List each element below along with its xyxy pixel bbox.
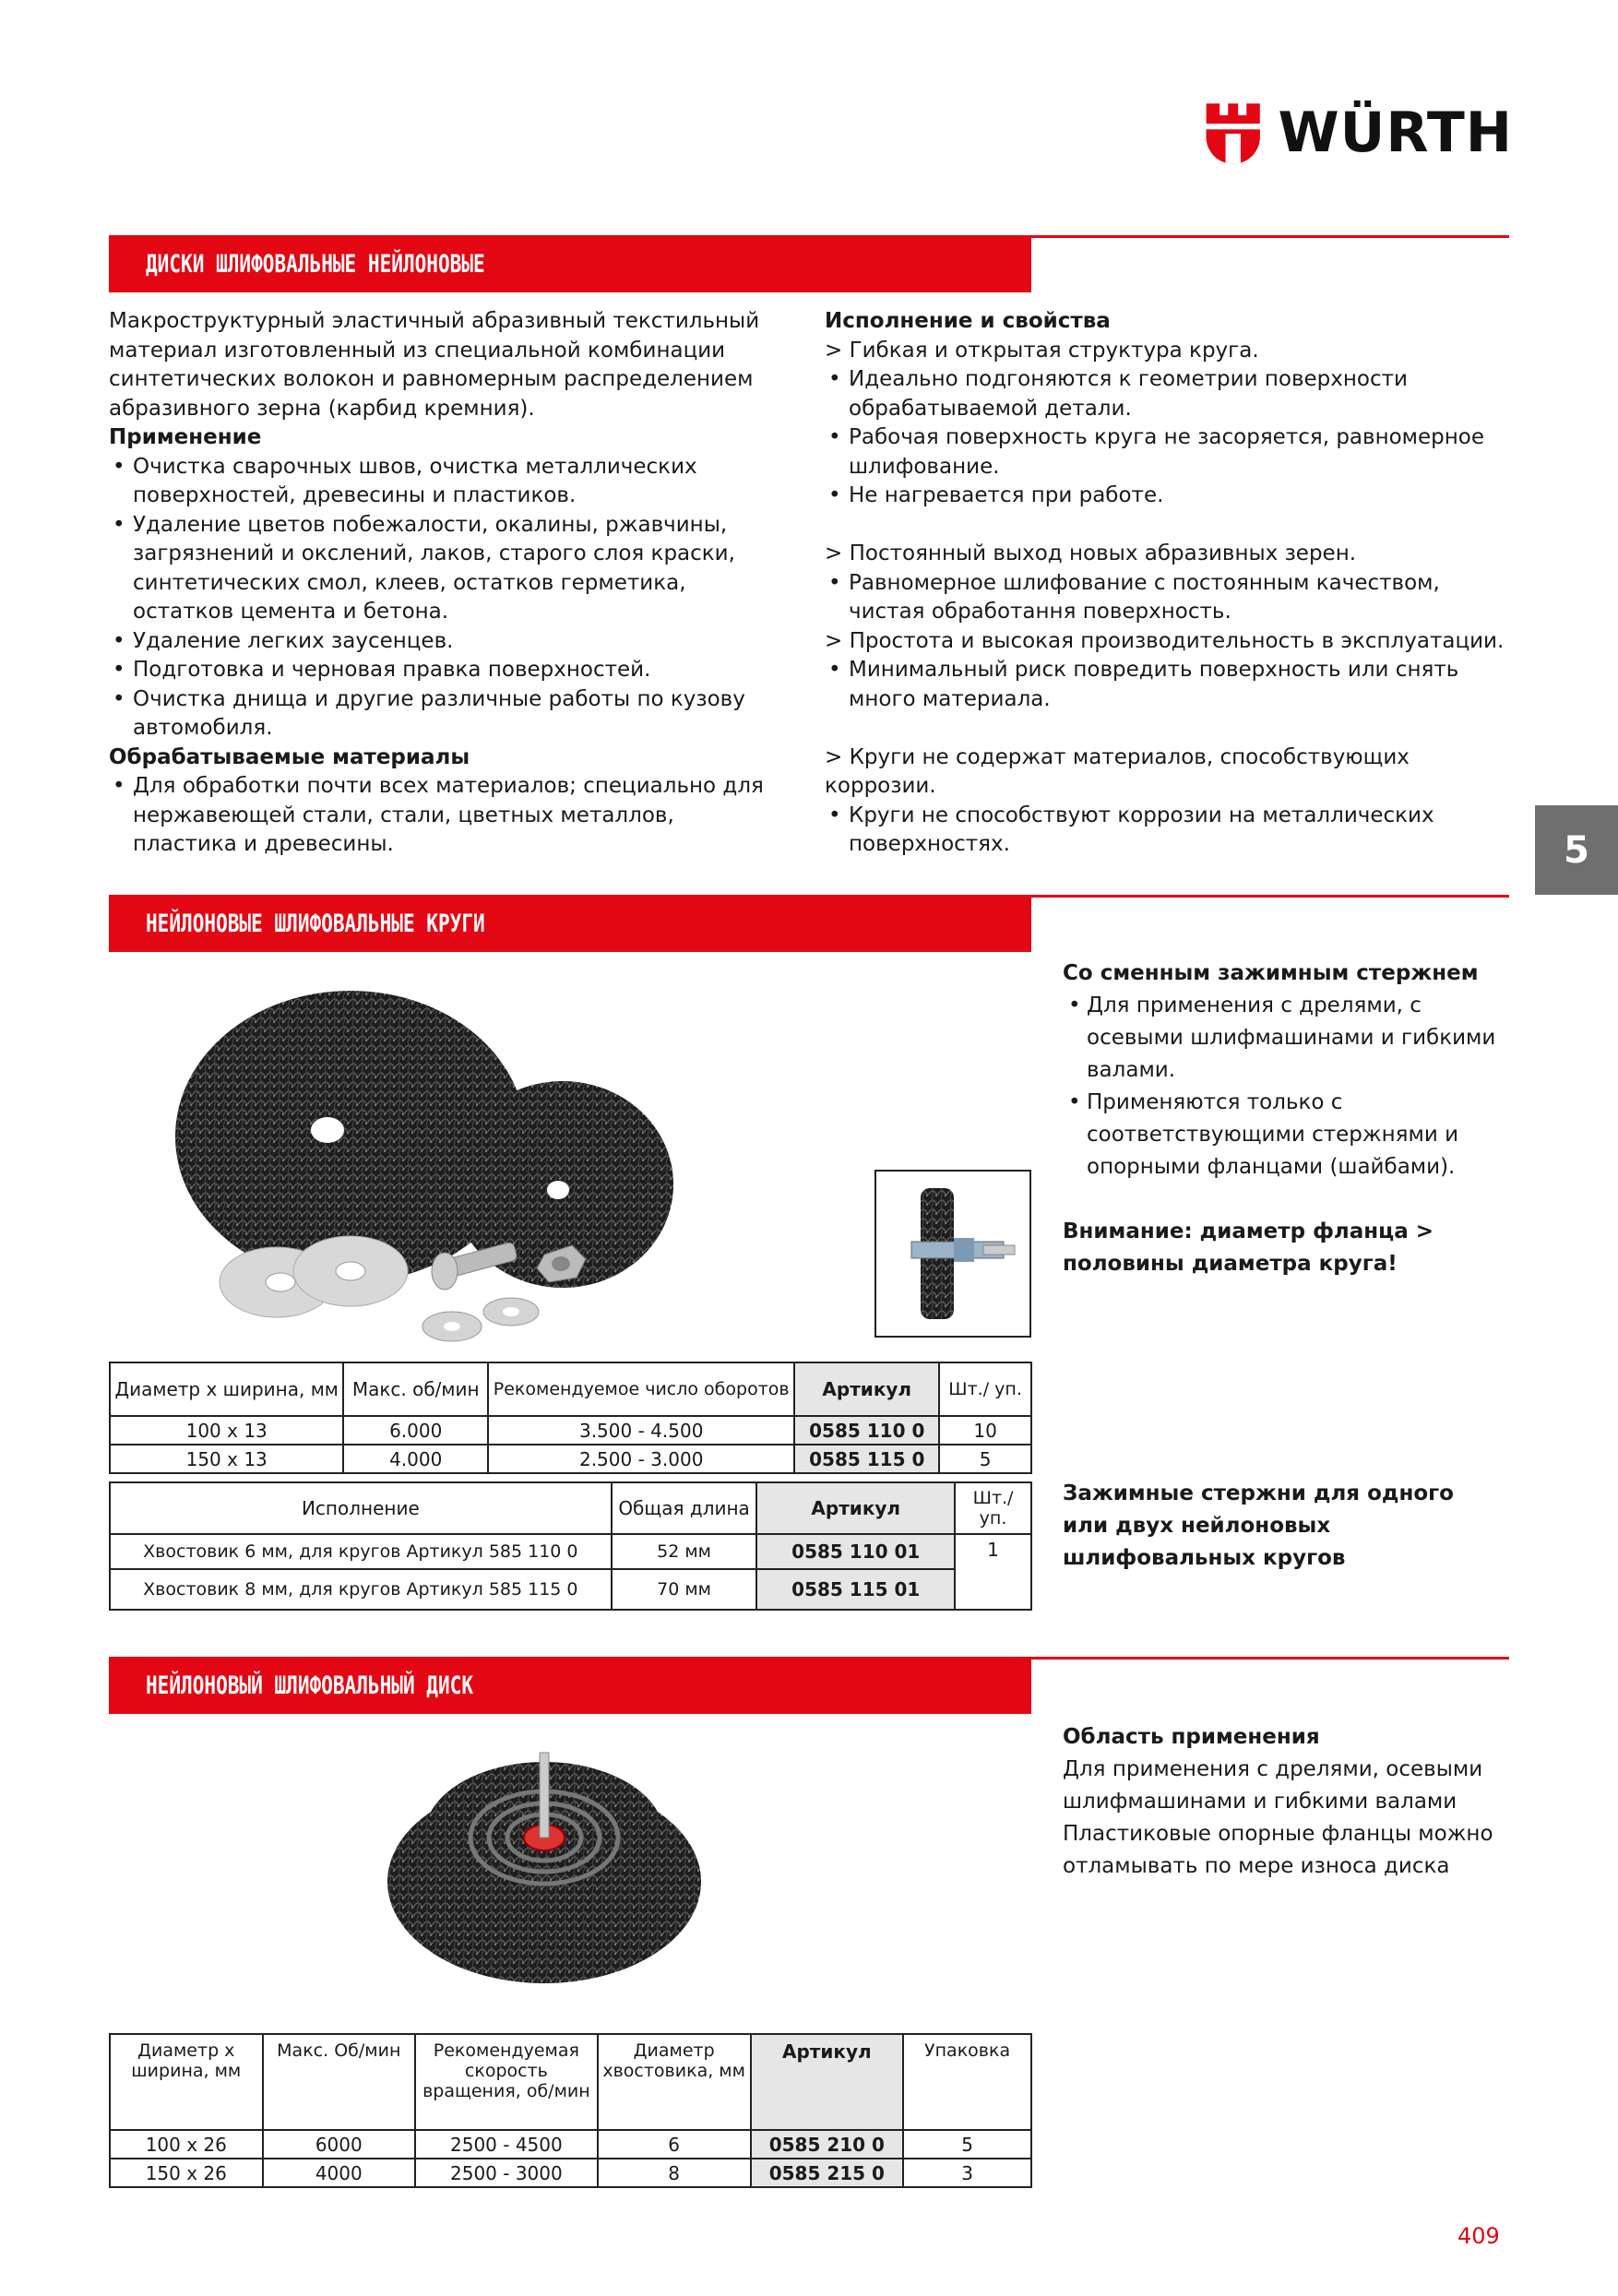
list-item: • Для обработки почти всех материалов; специально для нержавеющей стали, стали, цветных металлов, пластика и древесины. [109, 772, 778, 860]
list-item: • Рабочая поверхность круга не засоряется, равномерное шлифование. [825, 423, 1507, 482]
list-item: • Равномерное шлифование с постоянным качеством, чистая обработання поверхность. [825, 569, 1507, 627]
wurth-logo [1203, 96, 1513, 170]
nylon-wheels-photo [166, 978, 756, 1356]
article-cell: 0585 115 01 [756, 1569, 955, 1610]
arbors-caption [1063, 1478, 1505, 1575]
property-group-title: > Постоянный выход новых абразивных зерен. [825, 541, 1357, 565]
arbors-caption-text: Зажимные стержни для одного или двух нейлоновых шлифовальных кругов [1063, 1481, 1454, 1570]
chapter-tab: 5 [1535, 805, 1618, 895]
table-row [110, 1569, 1031, 1610]
table-header: Диаметр х ширина, мм [110, 2034, 263, 2130]
header-bar [109, 1657, 1031, 1714]
disc-spec-table [109, 2033, 1032, 2188]
page-number: 409 [1457, 2223, 1500, 2249]
list-item: • Минимальный риск повредить поверхность или снять много материала. [825, 656, 1507, 714]
table-row [110, 1445, 1031, 1473]
property-list [825, 802, 1507, 860]
wurth-logo-icon [1203, 99, 1263, 167]
list-item: • Идеально подгоняются к геометрии поверхности обрабатываемой детали. [825, 365, 1507, 423]
section1-left-column [109, 307, 778, 860]
disc-info-line: Для применения с дрелями, осевыми шлифмашинами и гибкими валами [1063, 1757, 1483, 1814]
property-group-title: > Простота и высокая производительность в эксплуатации. [825, 628, 1505, 653]
arbors-spec-table [109, 1481, 1032, 1611]
spacer [825, 511, 1507, 541]
table-cell: 8 [598, 2159, 751, 2187]
table-header: Общая длина [612, 1482, 757, 1534]
disc-info-line: Пластиковые опорные фланцы можно отламывать по мере износа диска [1063, 1822, 1493, 1878]
section-header-nylon-disc [109, 1657, 1509, 1714]
article-cell: 0585 115 0 [794, 1445, 939, 1473]
list-item: • Очистка днища и другие различные работы по кузову автомобиля. [109, 685, 778, 744]
spacer [825, 714, 1507, 744]
table-cell: 150 x 13 [110, 1445, 343, 1473]
table-cell: 2500 - 4500 [415, 2130, 598, 2159]
disc-info-heading: Область применения [1063, 1725, 1320, 1749]
table-header: Упаковка [903, 2034, 1031, 2130]
table-row [110, 2130, 1031, 2159]
wheel-on-arbor-inset [874, 1170, 1031, 1338]
article-cell: 0585 215 0 [751, 2159, 904, 2187]
list-item: • Круги не способствуют коррозии на металлических поверхностях. [825, 802, 1507, 860]
property-group-title: > Круги не содержат материалов, способствующих коррозии. [825, 744, 1410, 798]
table-cell: 3 [903, 2159, 1031, 2187]
list-item: • Подготовка и черновая правка поверхностей. [109, 656, 778, 685]
table-row [110, 1534, 1031, 1569]
table-header: Диаметр хвостовика, мм [598, 2034, 751, 2130]
section-title: ДИСКИ ШЛИФОВАЛЬНЫЕ НЕЙЛОНОВЫЕ [146, 250, 485, 279]
table-header: Шт./ уп. [955, 1482, 1031, 1534]
section-header-nylon-discs [109, 235, 1509, 292]
table-cell: 100 x 13 [110, 1416, 343, 1445]
section1-right-column [825, 307, 1507, 860]
section-header-nylon-wheels [109, 895, 1509, 952]
spacer [1063, 1184, 1515, 1216]
section-title: НЕЙЛОНОВЫЙ ШЛИФОВАЛЬНЫЙ ДИСК [146, 1671, 474, 1700]
table-cell: 6 [598, 2130, 751, 2159]
table-cell: 100 x 26 [110, 2130, 263, 2159]
table-cell: 3.500 - 4.500 [488, 1416, 794, 1445]
table-header: Рекомендуемое число оборотов [488, 1362, 794, 1416]
flange-warning: Внимание: диаметр фланца > половины диаметра круга! [1063, 1219, 1434, 1276]
wheels-info [1063, 958, 1515, 1280]
table-header: Диаметр х ширина, мм [110, 1362, 343, 1416]
table-cell: 70 мм [612, 1569, 757, 1610]
list-item: • Очистка сварочных швов, очистка металлических поверхностей, древесины и пластиков. [109, 453, 778, 511]
table-cell: 4000 [263, 2159, 415, 2187]
table-cell: 150 x 26 [110, 2159, 263, 2187]
table-header: Артикул [751, 2034, 904, 2130]
property-list [825, 365, 1507, 511]
wheels-info-list [1063, 990, 1515, 1184]
article-cell: 0585 210 0 [751, 2130, 904, 2159]
table-row [110, 1416, 1031, 1445]
application-list [109, 453, 778, 744]
property-list [825, 569, 1507, 627]
list-item: • Удаление легких заусенцев. [109, 627, 778, 657]
table-header: Исполнение [110, 1482, 612, 1534]
table-cell: Хвостовик 6 мм, для кругов Артикул 585 110 0 [110, 1534, 612, 1569]
logo-text: WÜRTH [1278, 101, 1513, 165]
property-list [825, 656, 1507, 714]
qty-cell: 1 [955, 1534, 1031, 1610]
table-cell: Хвостовик 8 мм, для кругов Артикул 585 115 0 [110, 1569, 612, 1610]
table-cell: 6.000 [343, 1416, 488, 1445]
table-header: Артикул [756, 1482, 955, 1534]
properties-heading: Исполнение и свойства [825, 309, 1111, 333]
table-cell: 4.000 [343, 1445, 488, 1473]
table-header: Шт./ уп. [939, 1362, 1031, 1416]
header-rule [1031, 895, 1509, 898]
materials-list [109, 772, 778, 860]
table-header: Артикул [794, 1362, 939, 1416]
list-item: • Для применения с дрелями, с осевыми шлифмашинами и гибкими валами. [1063, 990, 1515, 1087]
property-group-title: > Гибкая и открытая структура круга. [825, 338, 1259, 363]
table-cell: 5 [939, 1445, 1031, 1473]
table-row [110, 2159, 1031, 2187]
list-item: • Применяются только с соответствующими стержнями и опорными фланцами (шайбами). [1063, 1087, 1515, 1184]
table-cell: 6000 [263, 2130, 415, 2159]
article-cell: 0585 110 0 [794, 1416, 939, 1445]
header-bar [109, 235, 1031, 292]
table-cell: 52 мм [612, 1534, 757, 1569]
materials-heading: Обрабатываемые материалы [109, 744, 470, 769]
header-rule [1031, 235, 1509, 238]
list-item: • Удаление цветов побежалости, окалины, ржавчины, загрязнений и окслений, лаков, старого слоя краски, синтетических смол, клеев, остатков герметика, остатков цемента и бетона. [109, 511, 778, 627]
table-cell: 2.500 - 3.000 [488, 1445, 794, 1473]
application-heading: Применение [109, 425, 262, 449]
table-header: Рекомендуемая скорость вращения, об/мин [415, 2034, 598, 2130]
wheels-info-heading: Со сменным зажимным стержнем [1063, 961, 1479, 985]
table-header: Макс. Об/мин [263, 2034, 415, 2130]
section-title: НЕЙЛОНОВЫЕ ШЛИФОВАЛЬНЫЕ КРУГИ [146, 910, 485, 938]
table-cell: 10 [939, 1416, 1031, 1445]
disc-info [1063, 1721, 1524, 1883]
wheels-spec-table [109, 1362, 1032, 1474]
intro-text: Макроструктурный эластичный абразивный текстильный материал изготовленный из специальной комбинации синтетических волокон и равномерным распределением абразивного зерна (карбид кремния). [109, 309, 760, 421]
article-cell: 0585 110 01 [756, 1534, 955, 1569]
table-header: Макс. об/мин [343, 1362, 488, 1416]
header-bar [109, 895, 1031, 952]
nylon-disc-photo [369, 1734, 720, 1993]
list-item: • Не нагревается при работе. [825, 482, 1507, 511]
header-rule [1031, 1657, 1509, 1660]
table-cell: 5 [903, 2130, 1031, 2159]
table-cell: 2500 - 3000 [415, 2159, 598, 2187]
